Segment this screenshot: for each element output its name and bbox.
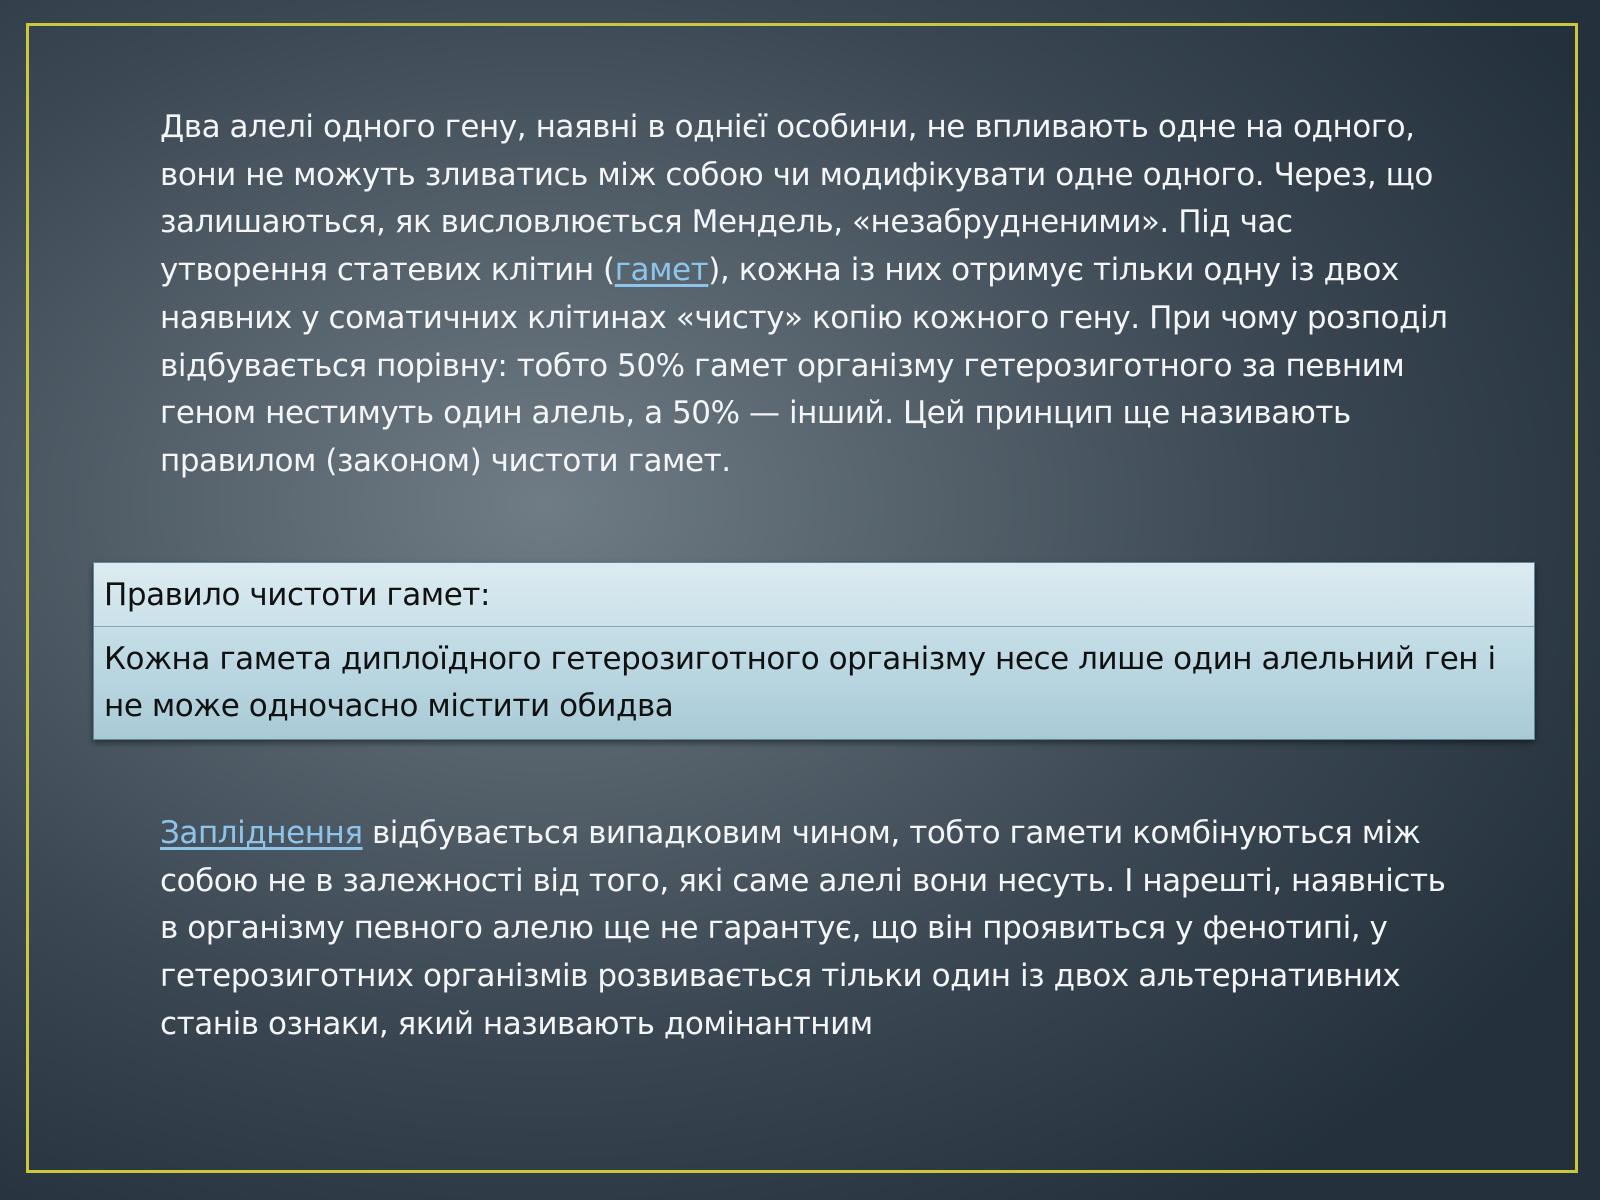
paragraph1-text-start: Два алелі одного гену, наявні в однієї особини, не впливають одне на одного, вони не можуть зливатись між собою чи модифікувати одне одного. Через, що залишаються, як висловлюється Мендель, «незабрудненими». Під час утворення статевих клітин ( — [160, 109, 1433, 289]
paragraph-fertilization — [160, 810, 1450, 1049]
paragraph2-text: відбувається випадковим чином, тобто гамети комбінуються між собою не в залежності від того, які саме алелі вони несуть. І нарешті, наявність в організму певного алелю ще не гарантує, що він проявиться у фенотипі, у гетерозиготних організмів розвивається тільки один із двох альтернативних станів ознаки, який називають домінантним — [160, 815, 1446, 1042]
paragraph1-text-end: ), кожна із них отримує тільки одну із двох наявних у соматичних клітинах «чисту» копію кожного гену. При чому розподіл відбувається порівну: тобто 50% гамет організму гетерозиготного за певним геном нестимуть один алель, а 50% — інший. Цей принцип ще називають правилом (законом) чистоти гамет. — [160, 252, 1448, 479]
fertilization-link[interactable]: Запліднення — [160, 815, 363, 851]
rule-table-body: Кожна гамета диплоїдного гетерозиготного організму несе лише один алельний ген і не може одночасно містити обидва — [94, 627, 1534, 739]
gamete-link[interactable]: гамет — [614, 252, 709, 289]
paragraph-gamete-purity — [160, 104, 1450, 486]
rule-table-header: Правило чистоти гамет: — [94, 563, 1534, 627]
rule-table — [93, 562, 1535, 740]
